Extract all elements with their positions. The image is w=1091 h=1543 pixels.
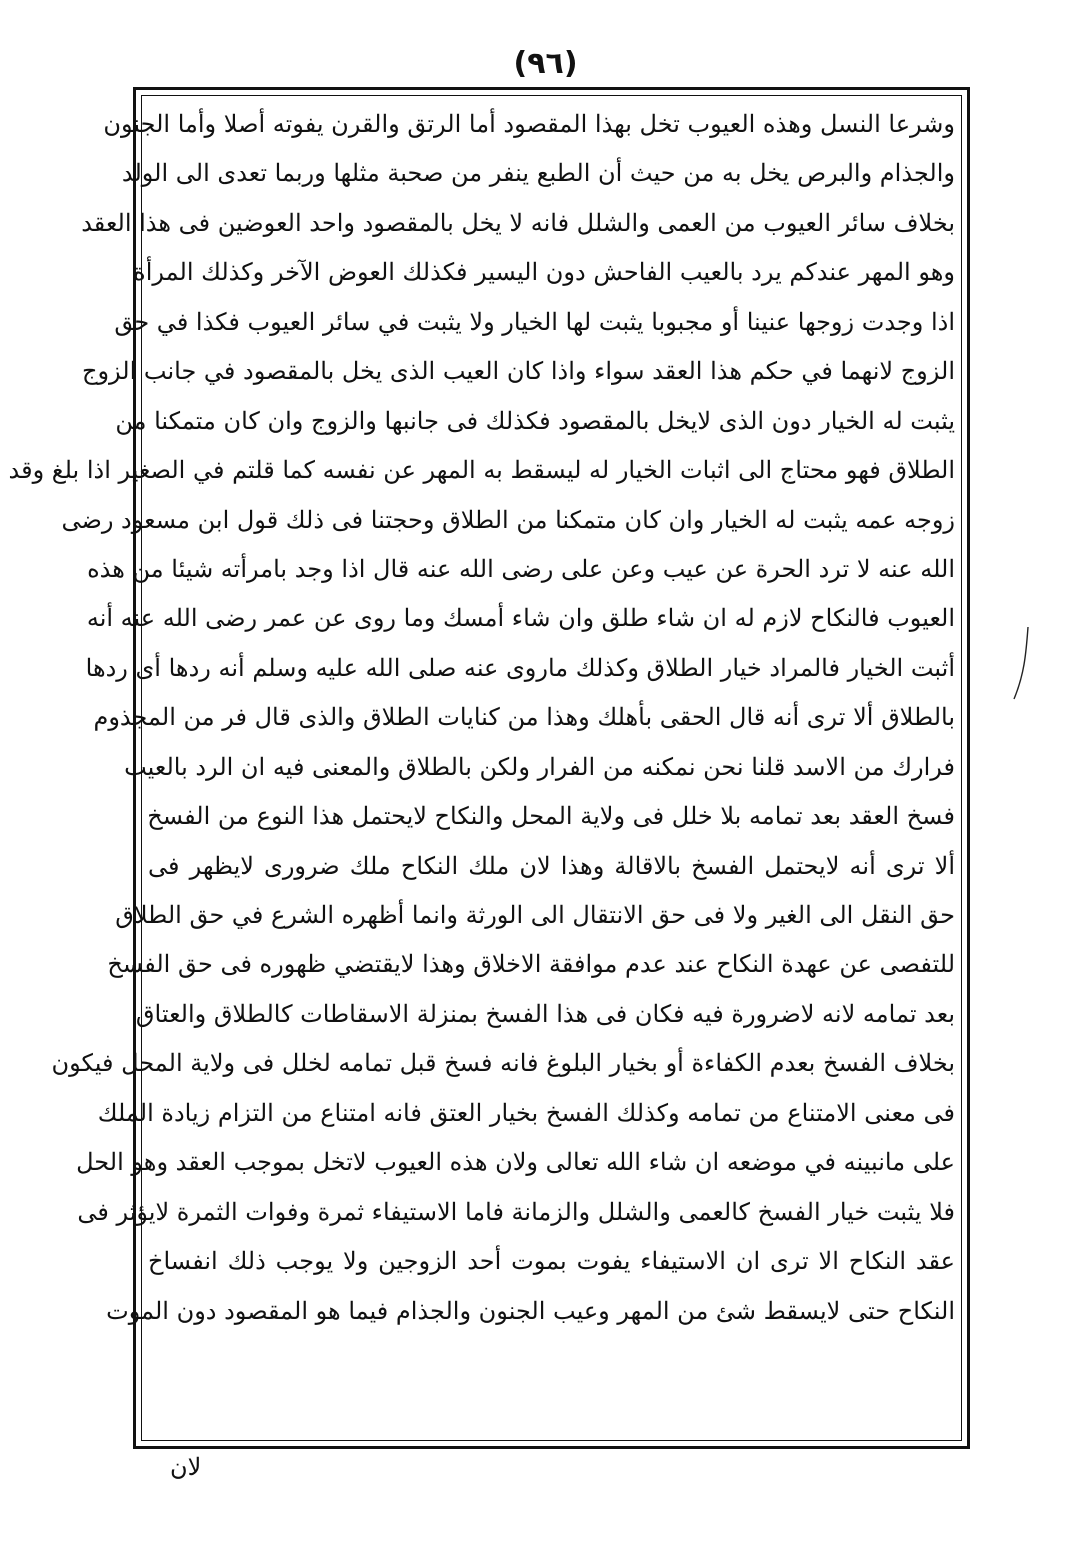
text-line: فى معنى الامتناع من تمامه وكذلك الفسخ بخيار العتق فانه امتناع من التزام زيادة الملك (97, 1098, 955, 1127)
margin-pen-mark (1010, 625, 1032, 703)
text-line: فسخ العقد بعد تمامه بلا خلل فى ولاية المحل والنكاح لايحتمل هذا النوع من الفسخ (147, 802, 955, 831)
text-line: حق النقل الى الغير ولا فى حق الانتقال الى الورثة وانما أظهره الشرع في حق الطلاق (115, 901, 955, 929)
text-line: والجذام والبرص يخل به من حيث أن الطبع ينفر من صحبة مثلها وربما تعدى الى الولد (121, 159, 955, 188)
page-number: (٩٦) (513, 46, 578, 81)
text-line: عقد النكاح الا ترى ان الاستيفاء يفوت بموت أحد الزوجين ولا يوجب ذلك انفساخ (148, 1247, 955, 1276)
text-line: النكاح حتى لايسقط شئ من المهر وعيب الجنون والجذام فيما هو المقصود دون الموت (106, 1296, 955, 1325)
text-line: وهو المهر عندكم يرد بالعيب الفاحش دون اليسير فكذلك العوض الآخر وكذلك المرأة (133, 258, 955, 287)
text-line: بخلاف الفسخ بعدم الكفاءة أو بخيار البلوغ فانه فسخ قبل تمامه لخلل فى ولاية المحل فيكون (51, 1049, 955, 1078)
text-line: العيوب فالنكاح لازم له ان شاء طلق وان شاء أمسك وما روى عن عمر رضى الله عنه أنه (86, 604, 955, 633)
text-line: الزوج لانهما في حكم هذا العقد سواء واذا كان العيب الذى يخل بالمقصود في جانب الزوج (81, 357, 955, 386)
catchword: لان (170, 1453, 202, 1481)
text-line: زوجه عمه يثبت له الخيار وان كان متمكنا من الطلاق وحجتنا فى ذلك قول ابن مسعود رضى (61, 505, 955, 534)
text-line: يثبت له الخيار دون الذى لايخل بالمقصود فكذلك فى جانبها والزوج وان كان متمكنا من (115, 406, 955, 435)
text-line: بخلاف سائر العيوب من العمى والشلل فانه لا يخل بالمقصود واحد العوضين فى هذا العقد (81, 208, 955, 237)
text-line: فلا يثبت خيار الفسخ كالعمى والشلل والزمانة فاما الاستيفاء ثمرة وفوات الثمرة لايؤثر فى (77, 1197, 955, 1226)
text-line: الله عنه لا ترد الحرة عن عيب وعن على رضى الله عنه قال اذا وجد بامرأته شيئا من هذه (87, 554, 955, 583)
text-line: على مانبينه في موضعه ان شاء الله تعالى ولان هذه العيوب لاتخل بموجب العقد وهو الحل (76, 1148, 955, 1177)
text-line: الطلاق فهو محتاج الى اثبات الخيار له ليسقط به المهر عن نفسه كما قلتم في الصغير اذا بلغ وقد (8, 456, 955, 485)
text-line: فرارك من الاسد قلنا نحن نمكنه من الفرار ولكن بالطلاق والمعنى فيه ان الرد بالعيب (124, 752, 955, 781)
text-line: بعد تمامه لانه لاضرورة فيه فكان فى هذا الفسخ بمنزلة الاسقاطات كالطلاق والعتاق (135, 999, 955, 1028)
text-line: للتفصى عن عهدة النكاح عند عدم موافقة الاخلاق وهذا لايقتضي ظهوره فى حق الفسخ (107, 950, 955, 979)
main-text-block (8, 100, 955, 1436)
text-line: اذا وجدت زوجها عنينا أو مجبوبا يثبت لها الخيار ولا يثبت في سائر العيوب فكذا في حق (114, 307, 955, 336)
text-line: أثبت الخيار فالمراد خيار الطلاق وكذلك ماروى عنه صلى الله عليه وسلم أنه ردها أى ردها (85, 653, 955, 682)
text-line: وشرعا النسل وهذه العيوب تخل بهذا المقصود أما الرتق والقرن يفوته أصلا وأما الجنون (103, 110, 955, 138)
text-line: بالطلاق ألا ترى أنه قال الحقى بأهلك وهذا من كنايات الطلاق والذى قال فر من المجذوم (93, 703, 955, 732)
text-line: ألا ترى أنه لايحتمل الفسخ بالاقالة وهذا لان ملك النكاح ملك ضرورى لايظهر فى (148, 851, 955, 880)
